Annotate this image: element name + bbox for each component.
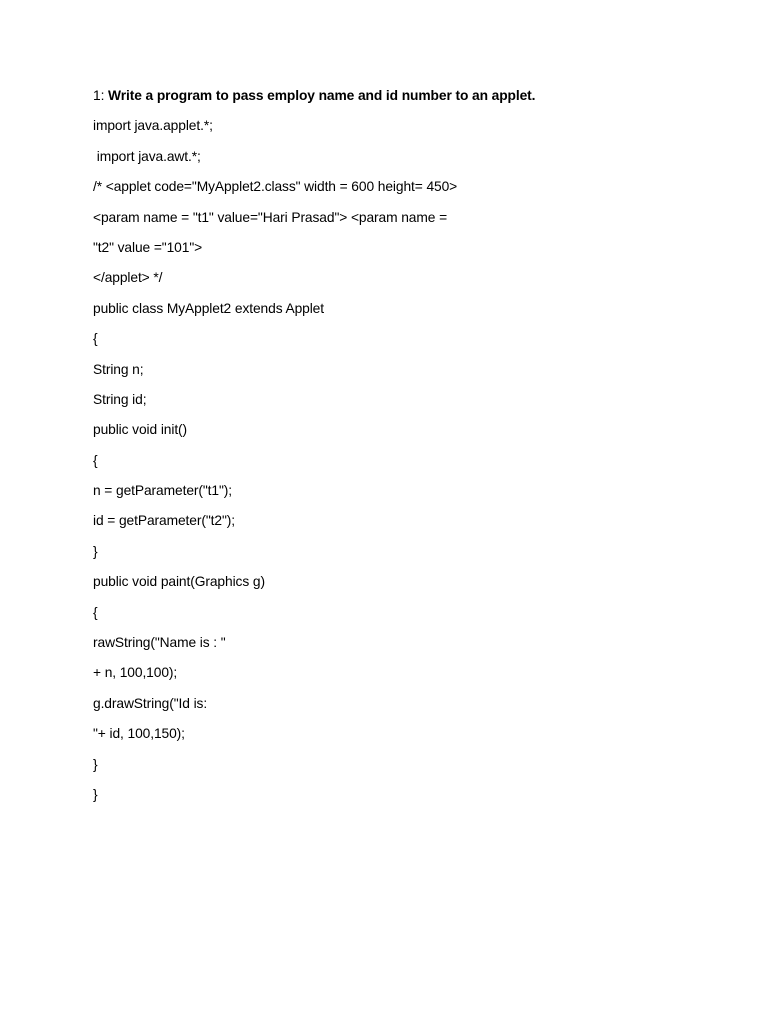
code-line-import-applet: import java.applet.*; — [93, 118, 213, 134]
question-heading — [93, 86, 713, 106]
code-line-applet-tag-open: /* <applet code="MyApplet2.class" width = 600 height= 450> — [93, 179, 458, 195]
code-line-draw-id-part1: g.drawString("Id is: — [93, 695, 208, 711]
code-line-class-open-brace: { — [93, 331, 98, 347]
question-title: Write a program to pass employ name and id number to an applet. — [108, 88, 536, 103]
code-line-init-open-brace: { — [93, 452, 98, 468]
code-line-param-t2: "t2" value ="101"> — [93, 239, 203, 255]
code-line-paint-declaration: public void paint(Graphics g) — [93, 574, 265, 590]
code-line-field-n: String n; — [93, 361, 144, 377]
code-line-get-param-t2: id = getParameter("t2"); — [93, 513, 235, 529]
code-line-class-close-brace: } — [93, 786, 98, 802]
code-line-draw-name-part1: rawString("Name is : " — [93, 635, 226, 651]
code-line-paint-close-brace: } — [93, 756, 98, 772]
document-content — [93, 86, 713, 815]
code-line-draw-id-part2: "+ id, 100,150); — [93, 726, 185, 742]
code-line-field-id: String id; — [93, 391, 147, 407]
code-line-applet-tag-close: </applet> */ — [93, 270, 163, 286]
code-line-import-awt: import java.awt.*; — [93, 148, 201, 164]
code-line-class-declaration: public class MyApplet2 extends Applet — [93, 300, 324, 316]
question-number: 1: — [93, 88, 109, 103]
code-line-init-declaration: public void init() — [93, 422, 188, 438]
code-line-param-t1: <param name = "t1" value="Hari Prasad"> <param name = — [93, 209, 448, 225]
code-line-get-param-t1: n = getParameter("t1"); — [93, 483, 233, 499]
code-line-init-close-brace: } — [93, 543, 98, 559]
code-line-paint-open-brace: { — [93, 604, 98, 620]
code-line-draw-name-part2: + n, 100,100); — [93, 665, 178, 681]
